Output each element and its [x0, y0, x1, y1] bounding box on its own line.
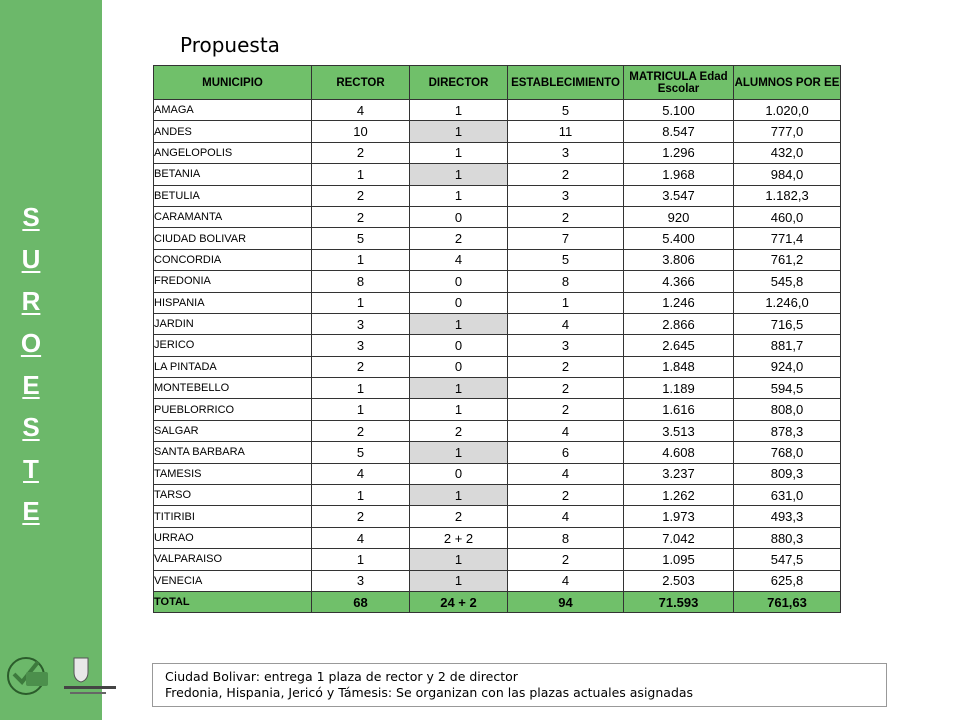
table-cell: CARAMANTA [154, 206, 312, 227]
table-cell: 716,5 [734, 313, 841, 334]
table-cell: CONCORDIA [154, 249, 312, 270]
table-row [154, 292, 841, 313]
table-cell: 1 [410, 549, 508, 570]
table-cell: 777,0 [734, 121, 841, 142]
table-cell: 1 [410, 485, 508, 506]
table-cell: 3.237 [624, 463, 734, 484]
table-cell: 761,63 [734, 591, 841, 612]
gobernacion-antioquia-logo [64, 658, 116, 694]
table-cell: HISPANIA [154, 292, 312, 313]
col-header-director: DIRECTOR [410, 66, 508, 100]
table-cell: 1.189 [624, 378, 734, 399]
col-header-municipio: MUNICIPIO [154, 66, 312, 100]
table-cell: 2 [508, 206, 624, 227]
table-cell: 4 [508, 313, 624, 334]
table-cell: 4 [312, 100, 410, 121]
table-cell: 2 [508, 164, 624, 185]
table-row [154, 570, 841, 591]
table-cell: 984,0 [734, 164, 841, 185]
table-cell: 4 [312, 463, 410, 484]
table-cell: 0 [410, 292, 508, 313]
table-cell: 3.513 [624, 420, 734, 441]
table-cell: 1 [410, 378, 508, 399]
table-cell: BETANIA [154, 164, 312, 185]
table-cell: ANGELOPOLIS [154, 142, 312, 163]
vertical-title-letter: S [22, 412, 40, 442]
table-cell: 878,3 [734, 420, 841, 441]
table-cell: 460,0 [734, 206, 841, 227]
table-row [154, 228, 841, 249]
table-cell: 94 [508, 591, 624, 612]
table-cell: 5 [312, 442, 410, 463]
page-title: Propuesta [180, 33, 280, 57]
note-line-1: Ciudad Bolivar: entrega 1 plaza de rector y 2 de director [165, 669, 518, 684]
table-cell: 3 [312, 313, 410, 334]
proposal-table [153, 65, 841, 613]
table-cell: 1.182,3 [734, 185, 841, 206]
table-cell: 5.100 [624, 100, 734, 121]
table-cell: 7 [508, 228, 624, 249]
table-cell: 2.866 [624, 313, 734, 334]
table-cell: 6 [508, 442, 624, 463]
table-cell: 2 [312, 356, 410, 377]
table-cell: 1.973 [624, 506, 734, 527]
table-cell: 2 [508, 485, 624, 506]
table-cell: TARSO [154, 485, 312, 506]
table-cell: 4 [508, 420, 624, 441]
table-cell: 771,4 [734, 228, 841, 249]
table-cell: 4 [312, 527, 410, 548]
vertical-title-letter: R [21, 286, 41, 316]
table-cell: TAMESIS [154, 463, 312, 484]
table-cell: 0 [410, 271, 508, 292]
table-cell: 809,3 [734, 463, 841, 484]
table-row [154, 485, 841, 506]
table-cell: 1.246 [624, 292, 734, 313]
table-header-row [154, 66, 841, 100]
table-cell: 2 [312, 206, 410, 227]
table-cell: 1 [508, 292, 624, 313]
table-row [154, 549, 841, 570]
table-cell: 1 [410, 442, 508, 463]
table-cell: MONTEBELLO [154, 378, 312, 399]
table-cell: 3 [312, 335, 410, 356]
table-cell: 2 [508, 549, 624, 570]
table-cell: 0 [410, 335, 508, 356]
table-cell: 1.246,0 [734, 292, 841, 313]
table-cell: URRAO [154, 527, 312, 548]
table-row [154, 463, 841, 484]
table-cell: 2 [508, 356, 624, 377]
table-cell: 4.608 [624, 442, 734, 463]
table-cell: VENECIA [154, 570, 312, 591]
table-cell: CIUDAD BOLIVAR [154, 228, 312, 249]
vertical-title-letter: S [22, 202, 40, 232]
table-cell: 1.296 [624, 142, 734, 163]
table-cell: 1 [410, 313, 508, 334]
table-cell: 432,0 [734, 142, 841, 163]
table-cell: 3 [312, 570, 410, 591]
table-cell: 1.968 [624, 164, 734, 185]
table-cell: 10 [312, 121, 410, 142]
table-cell: PUEBLORRICO [154, 399, 312, 420]
table-cell: 2 [312, 420, 410, 441]
table-cell: 2 [508, 399, 624, 420]
table-row [154, 420, 841, 441]
table-cell: 2 [312, 506, 410, 527]
table-cell: 2 [410, 420, 508, 441]
note-box [152, 663, 887, 707]
vertical-title [13, 196, 49, 532]
table-row [154, 527, 841, 548]
sidebar [0, 0, 102, 720]
table-cell: 493,3 [734, 506, 841, 527]
table-row [154, 356, 841, 377]
vertical-title-letter: U [21, 244, 41, 274]
table-cell: 5.400 [624, 228, 734, 249]
table-cell: VALPARAISO [154, 549, 312, 570]
table-cell: 808,0 [734, 399, 841, 420]
table-cell: 920 [624, 206, 734, 227]
table-cell: 11 [508, 121, 624, 142]
table-cell: 1 [410, 185, 508, 206]
table-cell: 924,0 [734, 356, 841, 377]
table-cell: 5 [312, 228, 410, 249]
table-row [154, 442, 841, 463]
table-cell: 3 [508, 142, 624, 163]
table-cell: 1 [410, 399, 508, 420]
table-cell: 2 [312, 142, 410, 163]
table-cell: 631,0 [734, 485, 841, 506]
table-row [154, 249, 841, 270]
table-row [154, 164, 841, 185]
table-cell: 1 [410, 121, 508, 142]
table-cell: 1 [312, 249, 410, 270]
table-cell: 4 [508, 463, 624, 484]
col-header-matricula: MATRICULA Edad Escolar [624, 66, 734, 100]
table-row [154, 206, 841, 227]
table-cell: 880,3 [734, 527, 841, 548]
antioquia-educada-logo [8, 658, 48, 694]
table-cell: 1 [410, 100, 508, 121]
table-cell: 7.042 [624, 527, 734, 548]
table-cell: 2.503 [624, 570, 734, 591]
table-cell: 8 [508, 271, 624, 292]
table-cell: 3.547 [624, 185, 734, 206]
table-cell: 71.593 [624, 591, 734, 612]
table-cell: 2 + 2 [410, 527, 508, 548]
vertical-title-letter: O [20, 328, 42, 358]
col-header-establecimiento: ESTABLECIMIENTO [508, 66, 624, 100]
table-cell: 1 [410, 570, 508, 591]
table-cell: 5 [508, 249, 624, 270]
table-cell: 1 [312, 164, 410, 185]
table-cell: 4 [410, 249, 508, 270]
table-cell: 4.366 [624, 271, 734, 292]
note-line-2: Fredonia, Hispania, Jericó y Támesis: Se organizan con las plazas actuales asignadas [165, 685, 694, 700]
table-row [154, 506, 841, 527]
table-cell: 2 [508, 378, 624, 399]
table-row [154, 313, 841, 334]
table-row [154, 121, 841, 142]
table-cell: TOTAL [154, 591, 312, 612]
table-cell: AMAGA [154, 100, 312, 121]
table-total-row [154, 591, 841, 612]
table-cell: 24 + 2 [410, 591, 508, 612]
table-cell: 1 [312, 485, 410, 506]
table-cell: 2 [312, 185, 410, 206]
table-cell: 547,5 [734, 549, 841, 570]
table-cell: 1 [312, 378, 410, 399]
table-row [154, 271, 841, 292]
table-cell: 8 [508, 527, 624, 548]
table-cell: JARDIN [154, 313, 312, 334]
table-cell: 2 [410, 228, 508, 249]
vertical-title-letter: T [23, 454, 39, 484]
table-cell: FREDONIA [154, 271, 312, 292]
table-row [154, 378, 841, 399]
table-row [154, 142, 841, 163]
table-cell: 2.645 [624, 335, 734, 356]
table-cell: SALGAR [154, 420, 312, 441]
table-row [154, 399, 841, 420]
table-cell: 2 [410, 506, 508, 527]
table-cell: ANDES [154, 121, 312, 142]
table-cell: 1.095 [624, 549, 734, 570]
logos [4, 652, 124, 702]
vertical-title-letter: E [22, 370, 40, 400]
table-cell: JERICO [154, 335, 312, 356]
table-row [154, 100, 841, 121]
table-cell: 5 [508, 100, 624, 121]
table-cell: 8 [312, 271, 410, 292]
table-cell: BETULIA [154, 185, 312, 206]
table-cell: 625,8 [734, 570, 841, 591]
table-cell: 1 [312, 399, 410, 420]
table-cell: 1 [312, 549, 410, 570]
table-cell: 68 [312, 591, 410, 612]
vertical-title-letter: E [22, 496, 40, 526]
table-cell: 8.547 [624, 121, 734, 142]
table-cell: 761,2 [734, 249, 841, 270]
table-cell: 0 [410, 356, 508, 377]
table-row [154, 185, 841, 206]
table-cell: LA PINTADA [154, 356, 312, 377]
table-cell: 768,0 [734, 442, 841, 463]
table-cell: 594,5 [734, 378, 841, 399]
table-cell: 1 [410, 164, 508, 185]
table-cell: 4 [508, 570, 624, 591]
table-cell: 1.020,0 [734, 100, 841, 121]
table-cell: 1.616 [624, 399, 734, 420]
table-cell: 881,7 [734, 335, 841, 356]
table-cell: SANTA BARBARA [154, 442, 312, 463]
table-cell: 0 [410, 206, 508, 227]
table-cell: TITIRIBI [154, 506, 312, 527]
table-cell: 1.848 [624, 356, 734, 377]
table-row [154, 335, 841, 356]
table-cell: 4 [508, 506, 624, 527]
col-header-alumnos: ALUMNOS POR EE [734, 66, 841, 100]
table-cell: 3 [508, 185, 624, 206]
table-cell: 3 [508, 335, 624, 356]
col-header-rector: RECTOR [312, 66, 410, 100]
table-cell: 1 [410, 142, 508, 163]
table-cell: 0 [410, 463, 508, 484]
table-cell: 3.806 [624, 249, 734, 270]
table-cell: 1.262 [624, 485, 734, 506]
table-cell: 545,8 [734, 271, 841, 292]
table-cell: 1 [312, 292, 410, 313]
